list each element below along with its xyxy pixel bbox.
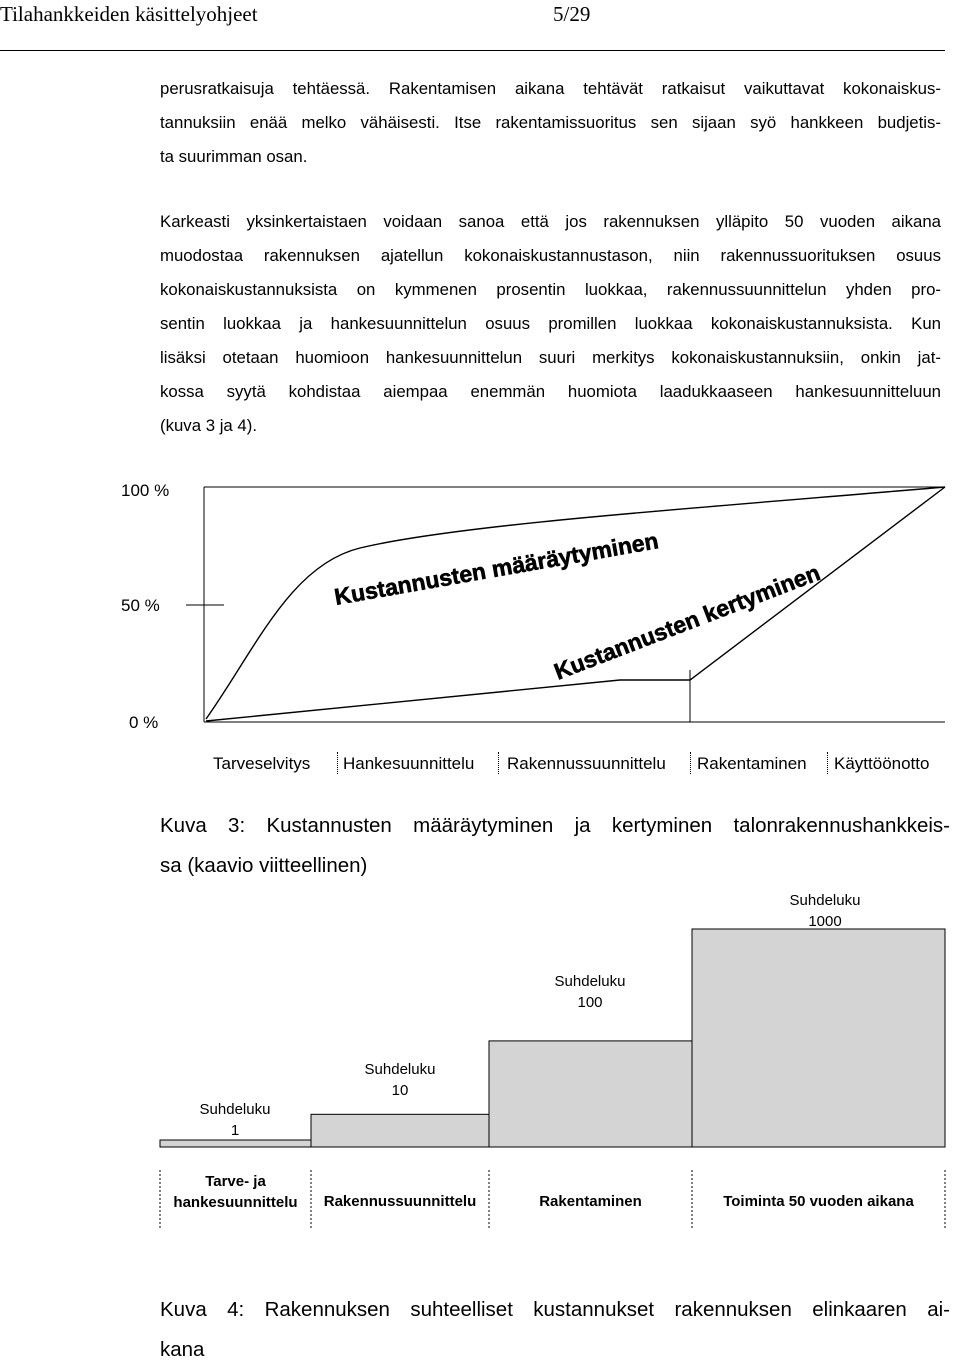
stage-label: Rakentaminen — [539, 1193, 642, 1210]
ratio-label-1 — [180, 1099, 290, 1141]
page-number: 5/29 — [553, 2, 591, 26]
stage-label-line: hankesuunnittelu — [173, 1194, 298, 1211]
phase-label: Rakennussuunnittelu — [507, 754, 666, 773]
ratio-label-text: Suhdeluku — [789, 892, 861, 909]
paragraph-line: sentin luokkaa ja hankesuunnittelun osuus promillen luokkaa kokonaiskustannuksista. Kun — [160, 314, 941, 333]
ratio-label-100 — [535, 971, 645, 1013]
paragraph-line: perusratkaisuja tehtäessä. Rakentamisen aikana tehtävät ratkaisut vaikuttavat kokonaiskus- — [160, 79, 941, 98]
accumulation-curve-label: Kustannusten kertyminen — [550, 559, 824, 685]
paragraph-line: ta suurimman osan. — [160, 147, 308, 166]
paragraph-line: lisäksi otetaan huomioon hankesuunnittelun suuri merkitys kokonaiskustannuksiin, onkin jat- — [160, 348, 941, 367]
ratio-value: 1 — [230, 1122, 240, 1139]
paragraph-line: Karkeasti yksinkertaistaen voidaan sanoa että jos rakennuksen ylläpito 50 vuoden aikana — [160, 212, 941, 231]
ratio-label-text: Suhdeluku — [554, 973, 626, 990]
paragraph-line: kossa syytä kohdistaa aiempaa enemmän huomiota laadukkaaseen hankesuunnitteluun — [160, 382, 941, 401]
paragraph-line: tannuksiin enää melko vähäisesti. Itse rakentamissuoritus sen sijaan syö hankkeen budjetis- — [160, 113, 941, 132]
y-label-100: 100 % — [121, 481, 170, 500]
stage-label-line: Tarve- ja — [205, 1173, 266, 1190]
caption-line: kana — [160, 1338, 205, 1361]
ratio-value: 1000 — [808, 913, 842, 930]
ratio-value: 100 — [577, 994, 603, 1011]
figure-4-caption — [160, 1290, 950, 1370]
stage-label: Rakennussuunnittelu — [323, 1193, 477, 1210]
paragraph-line: muodostaa rakennuksen ajatellun kokonaiskustannustason, niin rakennussuorituksen osuus — [160, 246, 941, 265]
ratio-value: 10 — [391, 1082, 409, 1099]
bar-3 — [489, 1041, 692, 1147]
stage-label: Toiminta 50 vuoden aikana — [723, 1193, 914, 1210]
bar-2 — [311, 1114, 489, 1147]
phase-label: Käyttöönotto — [834, 754, 930, 773]
ratio-label-10 — [345, 1059, 455, 1101]
bar-4 — [692, 929, 945, 1147]
phase-label: Tarveselvitys — [213, 754, 311, 773]
ratio-label-1000 — [770, 890, 880, 932]
determination-curve-label: Kustannusten määräytyminen — [332, 527, 661, 610]
phase-label: Rakentaminen — [697, 754, 807, 773]
caption-line: Kuva 3: Kustannusten määräytyminen ja kertyminen talonrakennushankkeis- — [160, 814, 950, 837]
caption-line: Kuva 4: Rakennuksen suhteelliset kustannukset rakennuksen elinkaaren ai- — [160, 1298, 950, 1321]
y-label-0: 0 % — [129, 713, 159, 732]
ratio-label-text: Suhdeluku — [199, 1101, 271, 1118]
paragraph-line: kokonaiskustannuksista on kymmenen prosentin luokkaa, rakennussuunnittelun yhden pro- — [160, 280, 941, 299]
ratio-label-text: Suhdeluku — [364, 1061, 436, 1078]
phase-label: Hankesuunnittelu — [343, 754, 475, 773]
bar-1 — [160, 1140, 311, 1147]
document-title: Tilahankkeiden käsittelyohjeet — [0, 2, 258, 26]
paragraph-line: (kuva 3 ja 4). — [160, 416, 258, 435]
y-label-50: 50 % — [121, 596, 160, 615]
stage-label — [160, 1171, 311, 1213]
caption-line: sa (kaavio viitteellinen) — [160, 854, 368, 877]
